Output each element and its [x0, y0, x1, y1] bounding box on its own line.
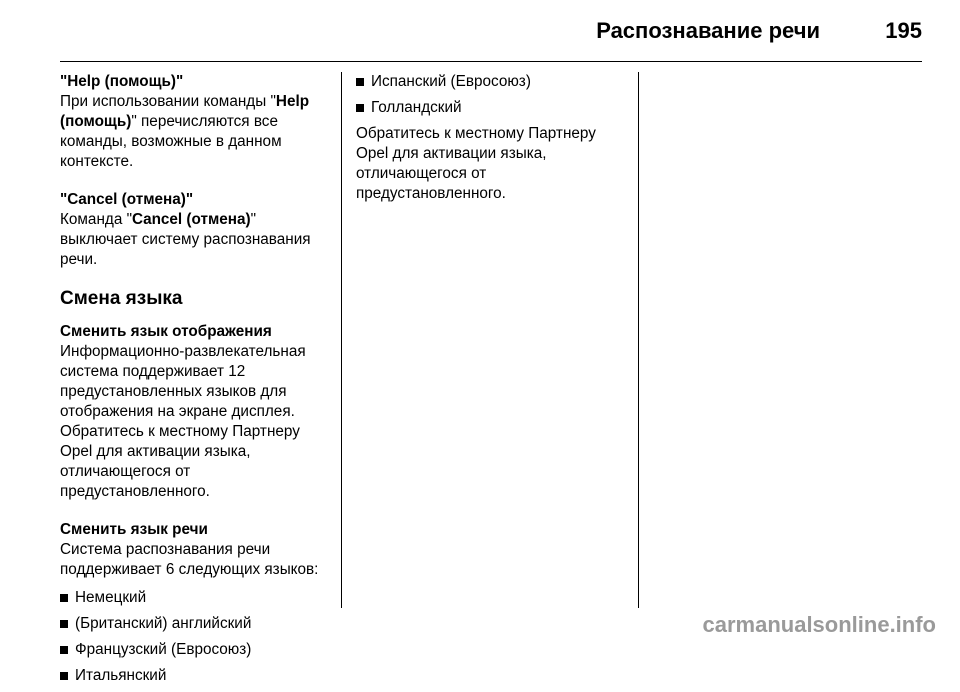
list-item-label: Немецкий [75, 589, 147, 606]
square-bullet-icon [356, 78, 364, 86]
column-middle [356, 72, 618, 204]
display-language-text: Информационно-развлекательная система поддерживает 12 предустановленных языков для отображения на экране дисплея. Обратитесь к местному Партнеру Opel для активации языка, отличающегося от предустановленного. [60, 343, 306, 500]
language-list [60, 588, 332, 686]
column-divider [341, 72, 342, 608]
square-bullet-icon [356, 104, 364, 112]
header-divider [60, 61, 922, 62]
list-item-label: Французский (Евросоюз) [75, 641, 252, 658]
list-item-label: (Британский) английский [75, 615, 252, 632]
column-divider [638, 72, 639, 608]
language-list-continued [356, 72, 618, 118]
cancel-text-before: Команда " [60, 211, 133, 228]
list-item-label: Испанский (Евросоюз) [371, 73, 531, 90]
display-language-block [60, 322, 332, 502]
partner-note-text: Обратитесь к местному Партнеру Opel для активации языка, отличающегося от предустановленного. [356, 125, 596, 202]
help-command-block [60, 72, 332, 172]
help-command-title: "Help (помощь)" [60, 73, 184, 90]
list-item [356, 72, 618, 92]
list-item [60, 640, 332, 660]
square-bullet-icon [60, 620, 68, 628]
square-bullet-icon [60, 594, 68, 602]
list-item [60, 666, 332, 686]
square-bullet-icon [60, 646, 68, 654]
watermark: carmanualsonline.info [702, 612, 936, 637]
cancel-command-title: "Cancel (отмена)" [60, 191, 194, 208]
list-item [60, 588, 332, 608]
speech-language-block [60, 520, 332, 686]
cancel-text-bold: Cancel (отмена) [132, 211, 251, 228]
page-title: Распознавание речи [596, 18, 820, 43]
list-item-label: Итальянский [75, 667, 167, 684]
square-bullet-icon [60, 672, 68, 680]
cancel-text-after: " выключает систему распознавания речи. [60, 211, 311, 268]
list-item [356, 98, 618, 118]
cancel-command-text [60, 210, 332, 270]
display-language-heading: Сменить язык отображения [60, 323, 272, 340]
section-heading-language: Смена языка [60, 288, 183, 309]
help-text-after: " перечисляются все команды, возможные в данном контексте. [60, 113, 282, 170]
page-number: 195 [885, 18, 922, 43]
speech-language-text: Система распознавания речи поддерживает 6 следующих языков: [60, 541, 319, 578]
column-left [60, 72, 332, 692]
list-item-label: Голландский [371, 99, 462, 116]
cancel-command-block [60, 190, 332, 270]
help-command-text [60, 92, 332, 172]
list-item [60, 614, 332, 634]
speech-language-heading: Сменить язык речи [60, 521, 208, 538]
help-text-bold: Help (помощь) [60, 93, 310, 130]
help-text-before: При использовании команды " [60, 93, 276, 110]
